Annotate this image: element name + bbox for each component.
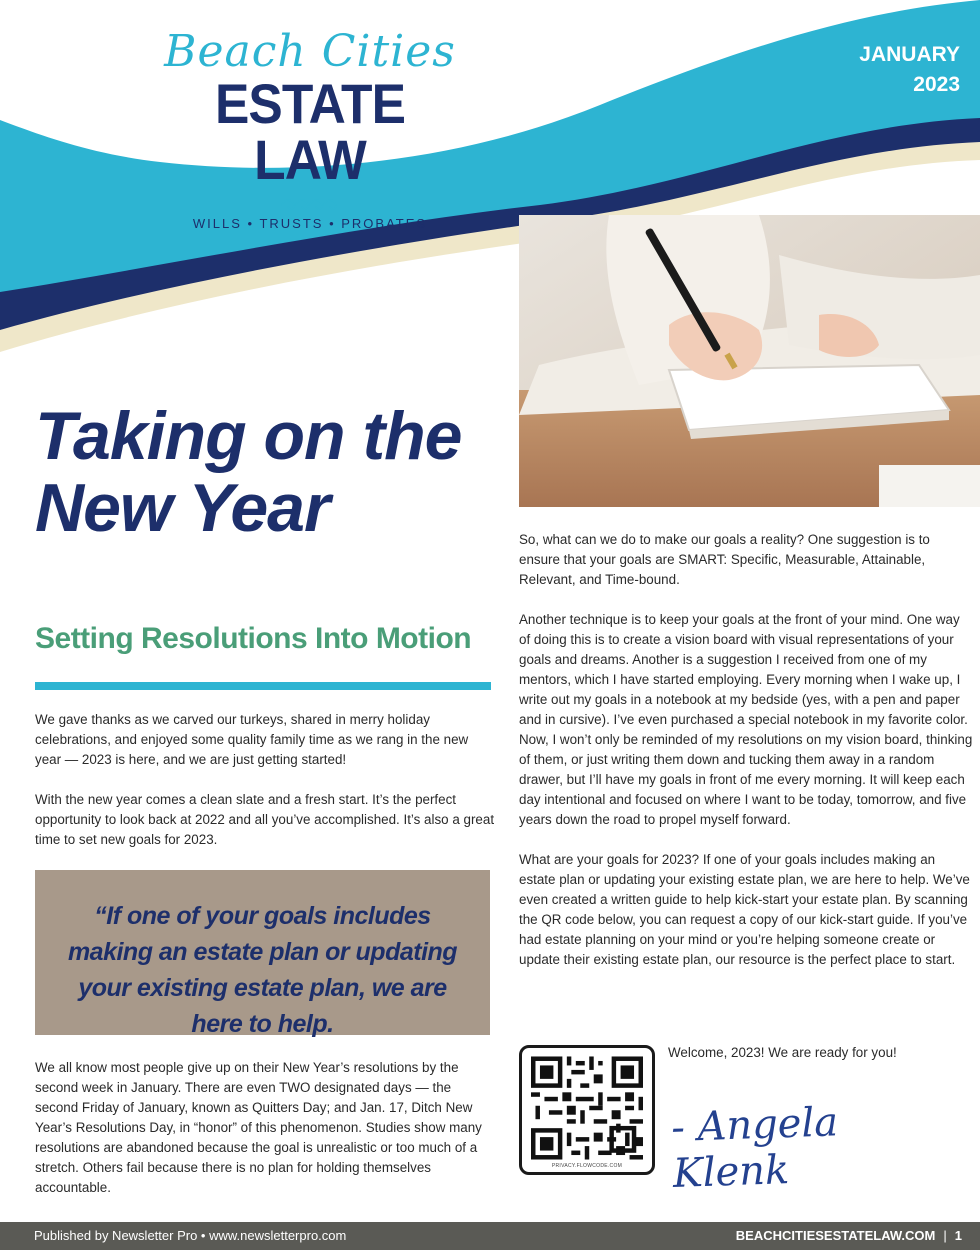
paragraph: So, what can we do to make our goals a reality? One suggestion is to ensure that your goals are SMART: Specific, Measurable, Attainable, Relevant, and Time-bound. <box>519 532 930 587</box>
headline-line-2: New Year <box>35 470 330 546</box>
qr-caption: PRIVACY.FLOWCODE.COM <box>551 1163 623 1169</box>
paragraph: What are your goals for 2023? If one of your goals includes making an estate plan or updating your existing estate plan, we are here to help. We’ve even created a written guide to help kick-start your estate plan. By scanning the QR code below, you can request a copy of our kick-start guide. If you’ve had estate planning on your mind or you’re helping someone create or update their existing estate plan, our resource is the perfect place to start. <box>519 852 970 967</box>
wave-ornament-icon <box>278 194 342 210</box>
headline-line-1: Taking on the <box>35 398 462 474</box>
right-column <box>519 530 974 990</box>
closing-line: Welcome, 2023! We are ready for you! <box>668 1045 897 1060</box>
page-footer <box>0 1222 980 1250</box>
footer-site-and-page: BEACHCITIESESTATELAW.COM | 1 <box>735 1228 962 1243</box>
paragraph: We all know most people give up on their New Year’s resolutions by the second week in January. There are even TWO designated days — the second Friday of January, known as Quitters Day; and Jan. 17, Ditch New Year’s Resolutions Day, in “honor” of this phenomenon. Studies show many resolutions are abandoned because the goal is unrealistic or too much of a stretch. Others fail because there is no plan for holding themselves accountable. <box>35 1060 482 1195</box>
logo-tagline: WILLS • TRUSTS • PROBATES <box>192 216 428 231</box>
brand-logo <box>155 28 465 231</box>
pull-quote-text: “If one of your goals includes making an estate plan or updating your existing estate plan, we are here to help. <box>67 902 458 1038</box>
issue-month: JANUARY <box>859 43 960 66</box>
left-column-bottom <box>35 1058 495 1218</box>
writing-notebook-photo <box>519 215 980 507</box>
qr-code[interactable] <box>519 1045 655 1175</box>
left-column-top <box>35 710 495 870</box>
logo-divider <box>155 194 465 210</box>
page-number: 1 <box>954 1228 962 1243</box>
logo-main-name: ESTATE LAW <box>214 72 406 191</box>
logo-script-name: Beach Cities <box>164 26 456 77</box>
qr-code-icon <box>522 1052 652 1164</box>
article-subhead: Setting Resolutions Into Motion <box>35 622 472 655</box>
pull-quote-box <box>35 870 490 1038</box>
accent-divider <box>35 682 491 690</box>
signature: - Angela Klenk <box>670 1099 839 1198</box>
publisher-credit: Published by Newsletter Pro • www.newsletterpro.com <box>34 1228 347 1243</box>
issue-date <box>840 40 960 100</box>
paragraph: We gave thanks as we carved our turkeys, shared in merry holiday celebrations, and enjoyed some quality family time as we rang in the new year — 2023 is here, and we are just getting started! <box>35 712 469 767</box>
paragraph: With the new year comes a clean slate and a fresh start. It’s the perfect opportunity to look back at 2022 and all you’ve accomplished. It’s also a great time to set new goals for 2023. <box>35 792 495 847</box>
article-headline <box>35 400 505 544</box>
paragraph: Another technique is to keep your goals at the front of your mind. One way of doing this is to create a vision board with visual representations of your goals and dreams. Another is a suggestion I received from one of my mentors, which I have started employing. Every morning when I wake up, I write out my goals in a notebook at my bedside (yes, with a pen and paper and in cursive). I’ve even purchased a special notebook in my favorite color. Now, I won’t only be reminded of my resolutions on my vision board, thinking of them, or just writing them down and tucking them away in a random drawer, but I’ll have my goals in front of me every morning. It will keep each day intentional and focused on where I want to be today, tomorrow, and five years down the road to propel myself forward. <box>519 612 973 827</box>
issue-year: 2023 <box>913 73 960 96</box>
website-link[interactable]: BEACHCITIESESTATELAW.COM <box>735 1228 936 1243</box>
